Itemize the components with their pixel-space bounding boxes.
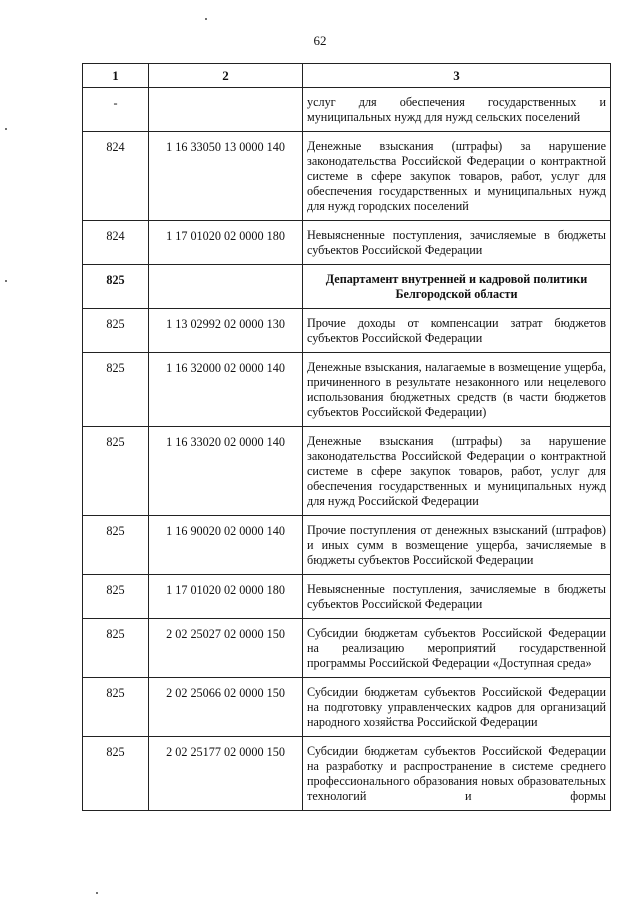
revenue-code-cell xyxy=(149,88,303,132)
admin-code-cell: 825 xyxy=(83,575,149,619)
revenue-code-cell: 1 16 33020 02 0000 140 xyxy=(149,427,303,516)
table-row xyxy=(83,427,611,516)
revenue-code-cell: 1 16 32000 02 0000 140 xyxy=(149,353,303,427)
header-row xyxy=(83,64,611,88)
revenue-code-cell: 1 17 01020 02 0000 180 xyxy=(149,221,303,265)
revenue-code-cell: 2 02 25027 02 0000 150 xyxy=(149,619,303,678)
scan-speck xyxy=(205,18,207,20)
scan-speck xyxy=(96,892,98,894)
budget-codes-table xyxy=(82,63,611,811)
revenue-code-cell: 1 17 01020 02 0000 180 xyxy=(149,575,303,619)
description-cell: Невыясненные поступления, зачисляемые в бюджеты субъектов Российской Федерации xyxy=(303,221,611,265)
description-cell: Субсидии бюджетам субъектов Российской Федерации на реализацию мероприятий государственной программы Российской Федерации «Доступная среда» xyxy=(303,619,611,678)
description-cell: Субсидии бюджетам субъектов Российской Федерации на подготовку управленческих кадров для организаций народного хозяйства Российской Федерации xyxy=(303,678,611,737)
revenue-code-cell xyxy=(149,265,303,309)
table-row xyxy=(83,678,611,737)
description-cell: Субсидии бюджетам субъектов Российской Федерации на разработку и распространение в системе среднего профессионального образования новых образовательных технологий и формы xyxy=(303,737,611,811)
scan-speck xyxy=(5,128,7,130)
admin-code-cell: 825 xyxy=(83,265,149,309)
scan-speck xyxy=(5,280,7,282)
table-row xyxy=(83,265,611,309)
admin-code-cell: 825 xyxy=(83,309,149,353)
table-row xyxy=(83,575,611,619)
header-col-1: 1 xyxy=(83,64,149,88)
table-row xyxy=(83,516,611,575)
revenue-code-cell: 1 16 33050 13 0000 140 xyxy=(149,132,303,221)
header-col-3: 3 xyxy=(303,64,611,88)
admin-code-cell: 825 xyxy=(83,619,149,678)
table-row xyxy=(83,221,611,265)
table-row xyxy=(83,132,611,221)
admin-code-cell: 825 xyxy=(83,737,149,811)
table-row xyxy=(83,737,611,811)
table-row xyxy=(83,353,611,427)
admin-code-cell: 825 xyxy=(83,678,149,737)
admin-code-cell: 824 xyxy=(83,132,149,221)
department-name-cell: Департамент внутренней и кадровой политики Белгородской области xyxy=(303,265,611,309)
revenue-code-cell: 2 02 25177 02 0000 150 xyxy=(149,737,303,811)
admin-code-cell: 825 xyxy=(83,516,149,575)
revenue-code-cell: 1 13 02992 02 0000 130 xyxy=(149,309,303,353)
revenue-code-cell: 2 02 25066 02 0000 150 xyxy=(149,678,303,737)
page-number: 62 xyxy=(313,33,327,48)
description-cell: Денежные взыскания (штрафы) за нарушение законодательства Российской Федерации о контрактной системе в сфере закупок товаров, работ, услуг для обеспечения государственных и муниципальных нужд для нужд городских поселений xyxy=(303,132,611,221)
revenue-code-cell: 1 16 90020 02 0000 140 xyxy=(149,516,303,575)
description-cell: Прочие поступления от денежных взысканий (штрафов) и иных сумм в возмещение ущерба, зачисляемые в бюджеты субъектов Российской Федерации xyxy=(303,516,611,575)
table-row xyxy=(83,88,611,132)
header-col-2: 2 xyxy=(149,64,303,88)
description-cell: Денежные взыскания (штрафы) за нарушение законодательства Российской Федерации о контрактной системе в сфере закупок товаров, работ, услуг для обеспечения государственных и муниципальных нужд для нужд Российской Федерации xyxy=(303,427,611,516)
description-cell: Невыясненные поступления, зачисляемые в бюджеты субъектов Российской Федерации xyxy=(303,575,611,619)
description-cell: услуг для обеспечения государственных и муниципальных нужд для нужд сельских поселений xyxy=(303,88,611,132)
description-cell: Прочие доходы от компенсации затрат бюджетов субъектов Российской Федерации xyxy=(303,309,611,353)
admin-code-cell: 825 xyxy=(83,353,149,427)
description-cell: Денежные взыскания, налагаемые в возмещение ущерба, причиненного в результате незаконного или нецелевого использования бюджетных средств (в части бюджетов субъектов Российской Федерации) xyxy=(303,353,611,427)
table-row xyxy=(83,309,611,353)
table-row xyxy=(83,619,611,678)
admin-code-cell: - xyxy=(83,88,149,132)
admin-code-cell: 824 xyxy=(83,221,149,265)
admin-code-cell: 825 xyxy=(83,427,149,516)
